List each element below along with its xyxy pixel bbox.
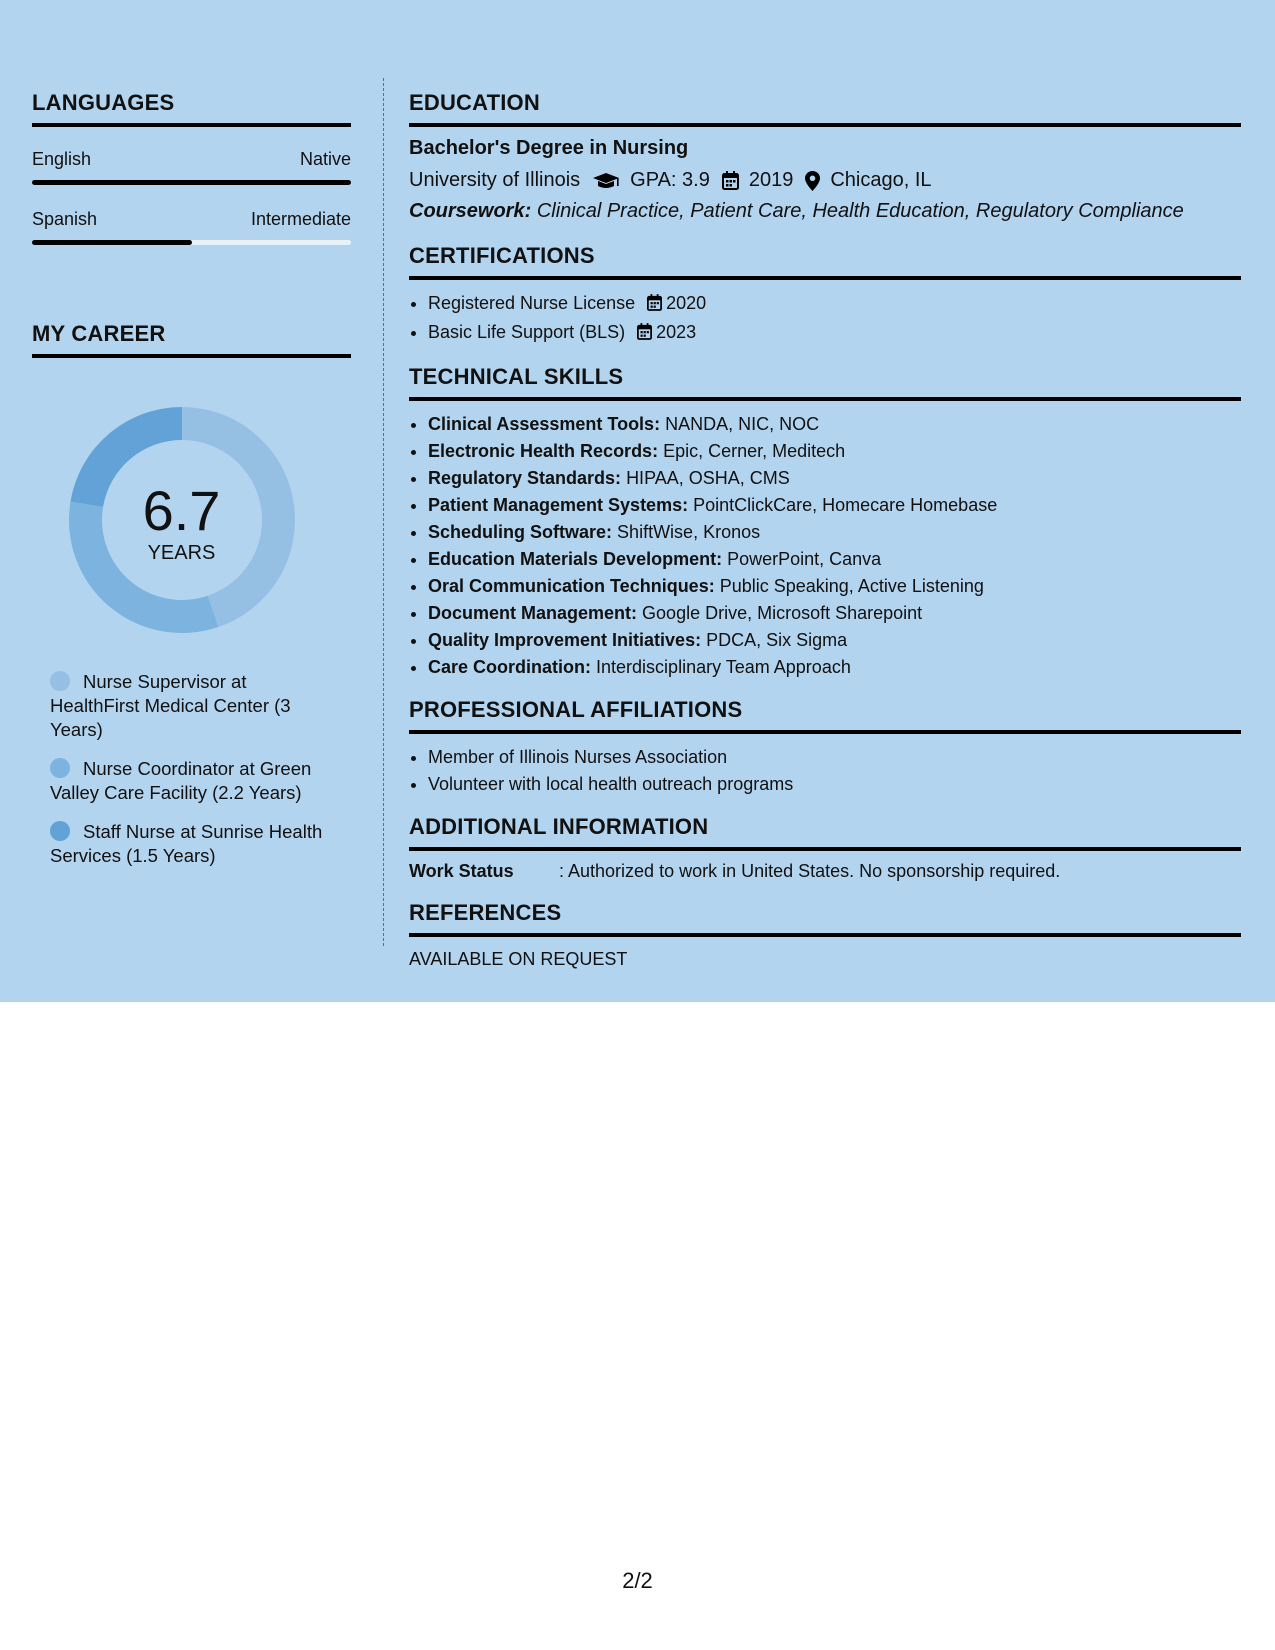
- graduation-year: 2019: [748, 169, 794, 191]
- skill-item: [428, 465, 1241, 492]
- languages-heading: LANGUAGES: [32, 90, 351, 127]
- career-legend: [50, 670, 330, 868]
- skill-value: Google Drive, Microsoft Sharepoint: [642, 603, 923, 623]
- certification-year: 2020: [666, 293, 707, 313]
- skill-item: [428, 519, 1241, 546]
- legend-dot: [50, 671, 70, 691]
- calendar-icon: [722, 171, 739, 190]
- affiliation-item: • Member of Illinois Nurses Association: [428, 744, 1241, 771]
- skill-label: Education Materials Development:: [428, 549, 723, 569]
- skill-value: PowerPoint, Canva: [727, 549, 882, 569]
- skill-item: [428, 546, 1241, 573]
- language-level: Intermediate: [250, 209, 351, 229]
- degree-title: Bachelor's Degree in Nursing: [409, 137, 689, 159]
- skill-item: [428, 600, 1241, 627]
- coursework-list: Clinical Practice, Patient Care, Health Education, Regulatory Compliance: [536, 200, 1184, 222]
- skill-label: Care Coordination:: [428, 657, 592, 677]
- references-heading: REFERENCES: [409, 900, 1241, 937]
- language-level: Native: [299, 149, 351, 169]
- skill-value: NANDA, NIC, NOC: [665, 414, 820, 434]
- language-item: [32, 149, 351, 185]
- skill-value: Interdisciplinary Team Approach: [596, 657, 851, 677]
- affiliation-item: • Volunteer with local health outreach programs: [428, 771, 1241, 798]
- certification-year: 2023: [656, 322, 697, 342]
- education-meta: [409, 169, 1241, 192]
- skill-item: [428, 573, 1241, 600]
- skill-item: [428, 627, 1241, 654]
- coursework: [409, 200, 1241, 223]
- language-bar-fill: [32, 240, 192, 245]
- calendar-icon: [637, 321, 652, 348]
- skill-label: Electronic Health Records:: [428, 441, 659, 461]
- skill-item: [428, 411, 1241, 438]
- language-name: Spanish: [32, 209, 98, 229]
- skill-label: Quality Improvement Initiatives:: [428, 630, 702, 650]
- certification-name: Basic Life Support (BLS): [428, 322, 626, 342]
- skills-heading: TECHNICAL SKILLS: [409, 364, 1241, 401]
- skill-item: [428, 438, 1241, 465]
- right-column: [409, 90, 1241, 970]
- skill-value: PDCA, Six Sigma: [706, 630, 848, 650]
- career-donut: [62, 400, 302, 640]
- skill-value: Epic, Cerner, Meditech: [663, 441, 846, 461]
- skill-label: Scheduling Software:: [428, 522, 613, 542]
- language-bar: [32, 240, 351, 245]
- education-location: Chicago, IL: [830, 169, 932, 191]
- location-pin-icon: [805, 171, 820, 191]
- language-name: English: [32, 149, 92, 169]
- skill-value: PointClickCare, Homecare Homebase: [693, 495, 998, 515]
- skill-label: Document Management:: [428, 603, 638, 623]
- skill-label: Regulatory Standards:: [428, 468, 622, 488]
- language-bar: [32, 180, 351, 185]
- career-heading: MY CAREER: [32, 321, 351, 358]
- school-name: University of Illinois: [409, 169, 581, 191]
- affiliations-heading: PROFESSIONAL AFFILIATIONS: [409, 697, 1241, 734]
- left-column: [32, 90, 351, 883]
- references-text: AVAILABLE ON REQUEST: [409, 949, 628, 969]
- gpa: GPA: 3.9: [630, 169, 710, 191]
- calendar-icon: [647, 292, 662, 319]
- certifications-list: [409, 290, 1241, 348]
- skill-label: Oral Communication Techniques:: [428, 576, 715, 596]
- graduation-cap-icon: [592, 172, 620, 190]
- legend-item: [50, 757, 330, 805]
- skills-list: [409, 411, 1241, 681]
- skill-item: [428, 492, 1241, 519]
- coursework-label: Coursework:: [409, 200, 532, 222]
- legend-dot: [50, 821, 70, 841]
- skill-value: HIPAA, OSHA, CMS: [626, 468, 790, 488]
- certifications-heading: CERTIFICATIONS: [409, 243, 1241, 280]
- legend-item: [50, 820, 330, 868]
- page-number: 2/2: [622, 1568, 653, 1593]
- legend-item: [50, 670, 330, 742]
- education-heading: EDUCATION: [409, 90, 1241, 127]
- legend-label: Nurse Supervisor at HealthFirst Medical Center (3 Years): [50, 671, 291, 740]
- language-bar-fill: [32, 180, 351, 185]
- work-status-value: : Authorized to work in United States. No sponsorship required.: [559, 861, 1061, 881]
- legend-dot: [50, 758, 70, 778]
- language-item: [32, 209, 351, 245]
- certification-item: [428, 290, 1241, 319]
- skill-label: Clinical Assessment Tools:: [428, 414, 661, 434]
- legend-label: Nurse Coordinator at Green Valley Care Facility (2.2 Years): [50, 758, 312, 803]
- column-divider: [383, 78, 384, 946]
- legend-label: Staff Nurse at Sunrise Health Services (1.5 Years): [50, 821, 323, 866]
- work-status-row: [409, 861, 1241, 882]
- certification-name: Registered Nurse License: [428, 293, 636, 313]
- skill-value: Public Speaking, Active Listening: [719, 576, 984, 596]
- certification-item: [428, 319, 1241, 348]
- additional-info-heading: ADDITIONAL INFORMATION: [409, 814, 1241, 851]
- career-unit: YEARS: [147, 541, 216, 564]
- affiliations-list: [409, 744, 1241, 798]
- skill-value: ShiftWise, Kronos: [617, 522, 761, 542]
- work-status-label: Work Status: [409, 861, 514, 881]
- career-total: 6.7: [142, 478, 221, 542]
- skill-label: Patient Management Systems:: [428, 495, 689, 515]
- skill-item: [428, 654, 1241, 681]
